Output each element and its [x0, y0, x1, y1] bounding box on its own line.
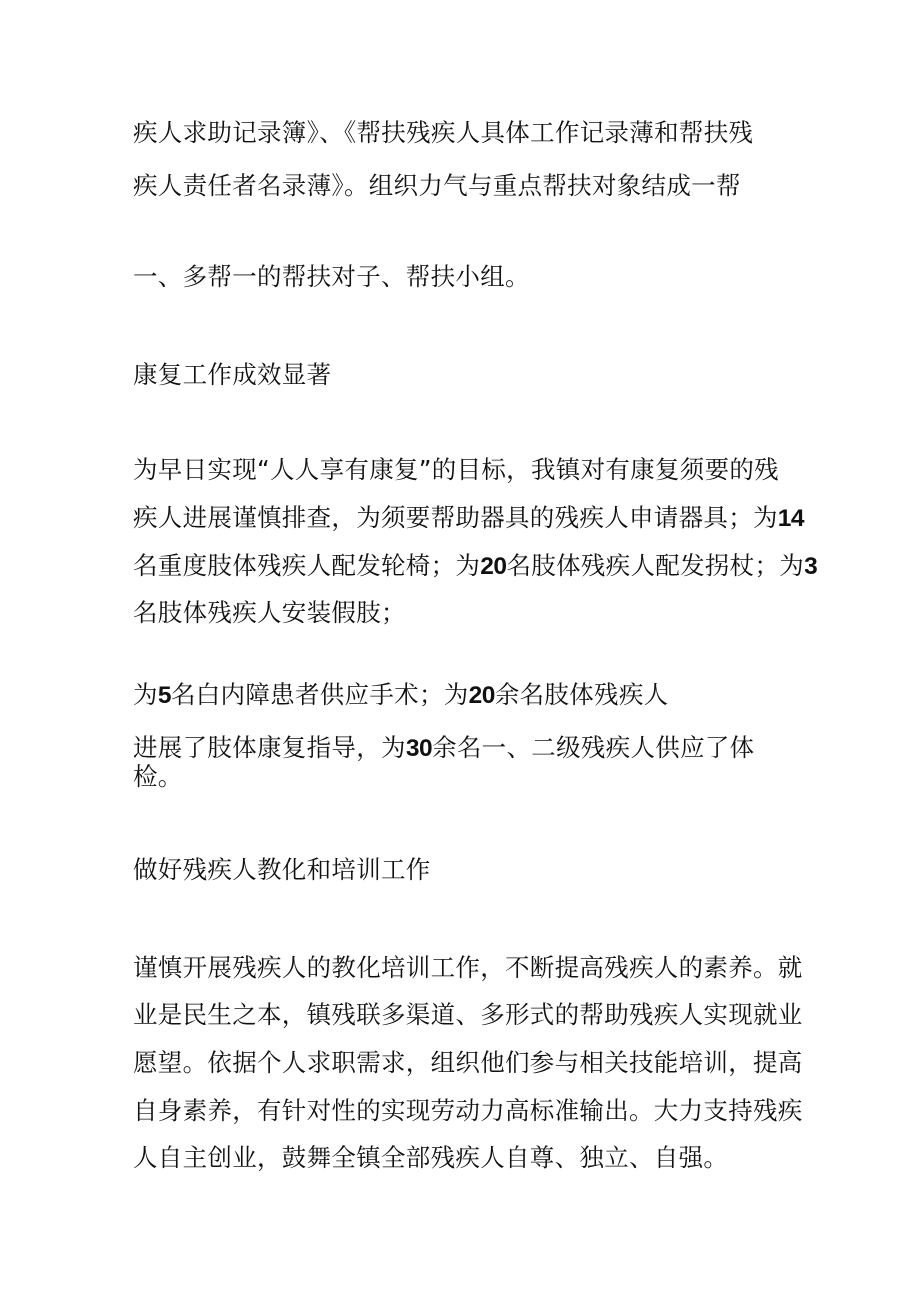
section-heading: 做好残疾人教化和培训工作	[133, 855, 431, 884]
text-line: 疾人责任者名录薄》。组织力气与重点帮扶对象结成一帮	[133, 171, 741, 200]
text-line: 名重度肢体残疾人配发轮椅；为20名肢体残疾人配发拐杖；为3	[133, 551, 818, 580]
text-line: 一、多帮一的帮扶对子、帮扶小组。	[133, 262, 530, 291]
text-line: 疾人求助记录簿》、《帮扶残疾人具体工作记录薄和帮扶残	[133, 118, 754, 147]
text-line: 谨慎开展残疾人的教化培训工作，不断提高残疾人的素养。就	[133, 953, 803, 982]
text-line: 为早日实现“人人享有康复”的目标，我镇对有康复须要的残	[133, 455, 779, 484]
text-line: 疾人进展谨慎排查，为须要帮助器具的残疾人申请器具；为14	[133, 503, 805, 532]
text-line: 进展了肢体康复指导，为30余名一、二级残疾人供应了体	[133, 733, 755, 762]
text-line: 业是民生之本，镇残联多渠道、多形式的帮助残疾人实现就业	[133, 1000, 803, 1029]
text-line: 人自主创业，鼓舞全镇全部残疾人自尊、独立、自强。	[133, 1143, 729, 1172]
section-heading: 康复工作成效显著	[133, 360, 332, 389]
text-line: 愿望。依据个人求职需求，组织他们参与相关技能培训，提高	[133, 1048, 803, 1077]
text-line: 检。	[133, 762, 183, 791]
text-line: 为5名白内障患者供应手术；为20余名肢体残疾人	[133, 680, 669, 709]
text-line: 自身素养，有针对性的实现劳动力高标准输出。大力支持残疾	[133, 1096, 803, 1125]
text-line: 名肢体残疾人安装假肢；	[133, 598, 406, 627]
